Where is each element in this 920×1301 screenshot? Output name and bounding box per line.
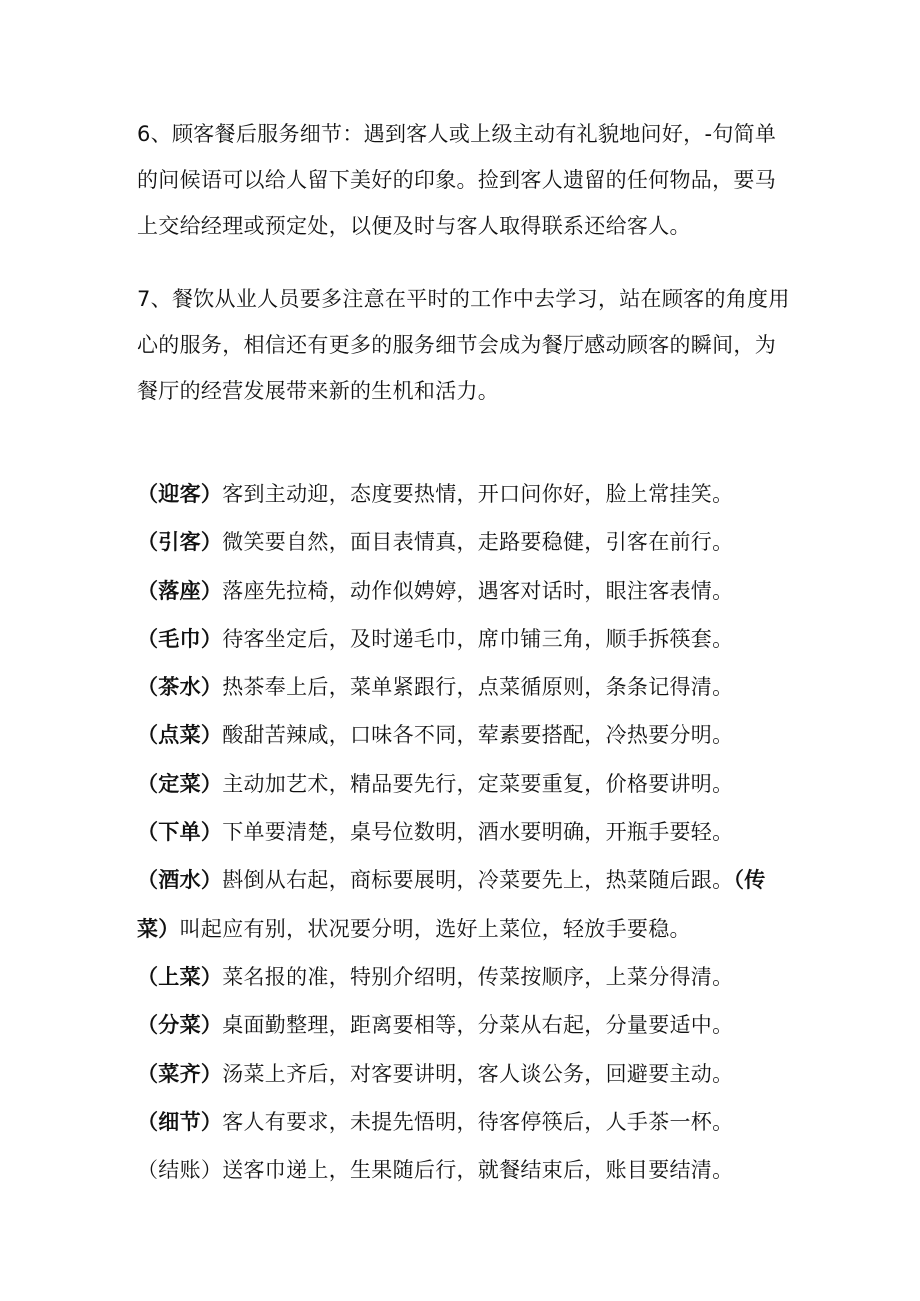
rhyme-tag: （结账） — [137, 1158, 223, 1183]
service-rhymes-list — [137, 470, 797, 1194]
paragraph-6: 6、顾客餐后服务细节：遇到客人或上级主动有礼貌地问好，-句简单的问候语可以给人留下美好的印象。捡到客人遗留的任何物品，要马上交给经理或预定处，以便及时与客人取得联系还给客人。 — [137, 122, 777, 238]
rhyme-line-checkout — [137, 1146, 797, 1194]
rhyme-text: 客人有要求，未提先悟明，待客停筷后，人手茶一杯。 — [222, 1109, 734, 1134]
rhyme-tag: （点菜） — [137, 723, 223, 748]
rhyme-line-towel — [137, 615, 797, 663]
rhyme-text: 主动加艺术，精品要先行，定菜要重复，价格要讲明。 — [222, 771, 734, 796]
rhyme-tag: （茶水） — [137, 675, 223, 700]
rhyme-text: 待客坐定后，及时递毛巾，席巾铺三角，顺手拆筷套。 — [222, 626, 734, 651]
rhyme-tag: （下单） — [137, 820, 223, 845]
rhyme-tag: （上菜） — [137, 964, 223, 989]
rhyme-line-ordering — [137, 711, 797, 759]
rhyme-text: 客到主动迎，态度要热情，开口问你好，脸上常挂笑。 — [222, 482, 734, 506]
rhyme-line-greeting — [137, 470, 797, 518]
rhyme-text: 送客巾递上，生果随后行，就餐结束后，账目要结清。 — [222, 1158, 734, 1183]
rhyme-tag: （落座） — [137, 578, 223, 603]
rhyme-text: 菜名报的准，特别介绍明，传菜按顺序，上菜分得清。 — [222, 964, 734, 989]
rhyme-text: 下单要清楚，桌号位数明，酒水要明确，开瓶手要轻。 — [222, 820, 734, 845]
rhyme-tag: （酒水） — [137, 868, 223, 893]
rhyme-line-serving-dishes — [137, 953, 797, 1001]
rhyme-tag: （菜齐） — [137, 1061, 223, 1086]
rhyme-text: 热茶奉上后，菜单紧跟行，点菜循原则，条条记得清。 — [222, 675, 734, 700]
rhyme-tag: （定菜） — [137, 771, 223, 796]
rhyme-tag: （细节） — [137, 1109, 223, 1134]
rhyme-line-dishes-complete — [137, 1050, 797, 1098]
rhyme-tag: （毛巾） — [137, 626, 223, 651]
rhyme-line-confirm-order — [137, 760, 797, 808]
rhyme-text: 桌面勤整理，距离要相等，分菜从右起，分量要适中。 — [222, 1013, 734, 1038]
rhyme-line-place-order — [137, 808, 797, 856]
rhyme-line-details — [137, 1098, 797, 1146]
rhyme-tag: （引客） — [137, 530, 223, 555]
rhyme-line-drinks-and-serving — [137, 856, 797, 953]
rhyme-line-seating — [137, 567, 797, 615]
rhyme-text: 斟倒从右起，商标要展明，冷菜要先上，热菜随后跟。 — [222, 868, 734, 893]
rhyme-text: 落座先拉椅，动作似娉婷，遇客对话时，眼注客表情。 — [222, 578, 734, 603]
rhyme-line-guiding — [137, 518, 797, 566]
rhyme-text-secondary: 叫起应有别，状况要分明，选好上菜位，轻放手要稳。 — [179, 916, 691, 941]
rhyme-tag: （分菜） — [137, 1013, 223, 1038]
rhyme-text: 汤菜上齐后，对客要讲明，客人谈公务，回避要主动。 — [222, 1061, 734, 1086]
rhyme-tag: （迎客） — [137, 482, 223, 506]
paragraph-7: 7、餐饮从业人员要多注意在平时的工作中去学习，站在顾客的角度用心的服务，相信还有更多的服务细节会成为餐厅感动顾客的瞬间，为餐厅的经营发展带来新的生机和活力。 — [137, 287, 790, 403]
rhyme-line-portioning — [137, 1001, 797, 1049]
rhyme-line-tea — [137, 663, 797, 711]
rhyme-tag-secondary: （传菜） — [137, 868, 766, 941]
rhyme-text: 微笑要自然，面目表情真，走路要稳健，引客在前行。 — [222, 530, 734, 555]
rhyme-text: 酸甜苦辣咸，口味各不同，荤素要搭配，冷热要分明。 — [222, 723, 734, 748]
